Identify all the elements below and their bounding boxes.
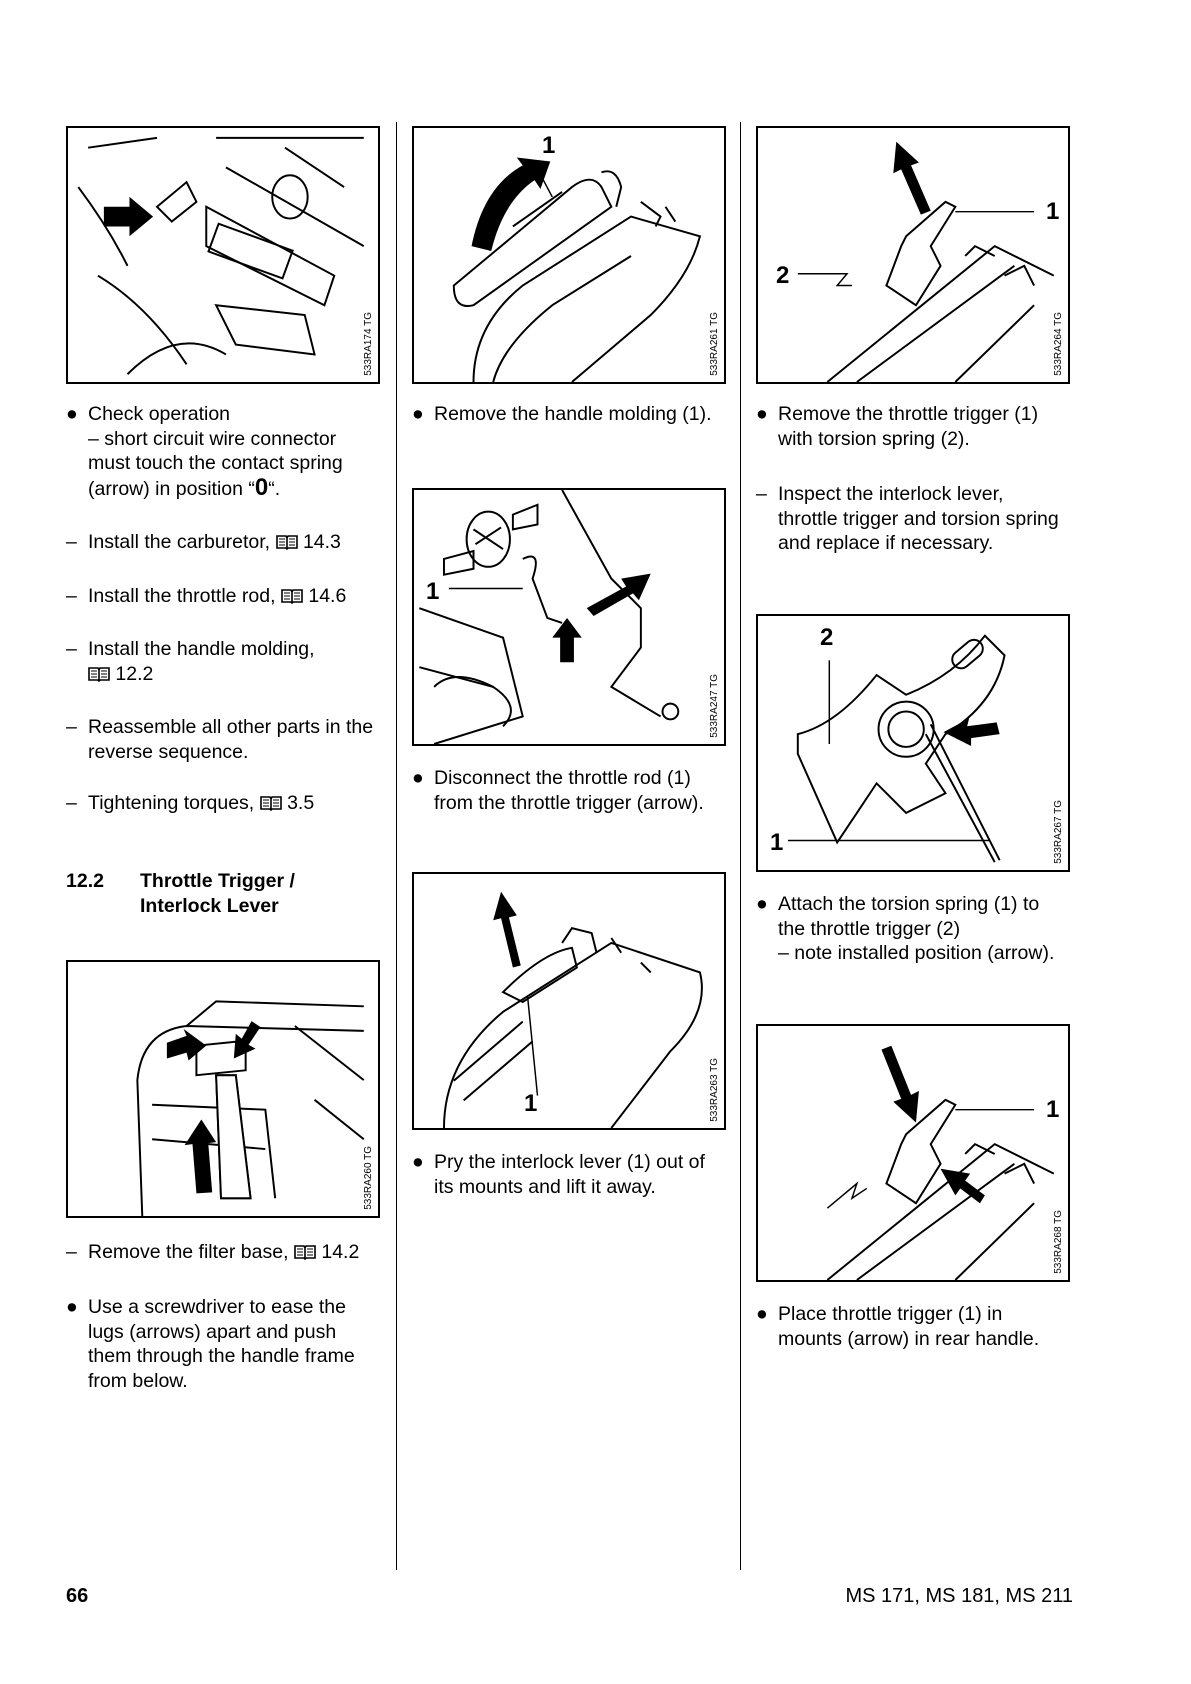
dash-marker: – xyxy=(66,585,77,607)
check-line-4: (arrow) in position “0“. xyxy=(88,473,281,501)
figure-throttle-rod-drawing xyxy=(414,490,724,744)
book-icon xyxy=(294,1244,316,1260)
section-number: 12.2 xyxy=(66,870,104,892)
figure-code: 533RA268 TG xyxy=(1053,1210,1064,1274)
figure-code: 533RA267 TG xyxy=(1053,800,1064,864)
figure-carburetor-drawing xyxy=(68,128,378,382)
bullet-marker: ● xyxy=(66,403,78,425)
remove-filter-base-item: – Remove the filter base, 14.2 xyxy=(66,1241,360,1263)
bullet-marker: ● xyxy=(66,1296,78,1318)
figure-handle-frame-lugs xyxy=(66,960,380,1218)
check-line-2: – short circuit wire connector xyxy=(88,427,337,450)
book-icon xyxy=(276,534,298,550)
figure-handle-frame-drawing xyxy=(68,962,378,1216)
remove-handle-molding-item: ● Remove the handle molding (1). xyxy=(412,403,712,425)
check-line-1: Check operation xyxy=(88,403,231,425)
figure-throttle-trigger-placement-drawing xyxy=(758,1026,1068,1280)
callout-1: 1 xyxy=(770,829,784,856)
position-zero: 0 xyxy=(254,473,269,501)
model-names: MS 171, MS 181, MS 211 xyxy=(845,1585,1073,1607)
figure-code: 533RA263 TG xyxy=(709,1058,720,1122)
dash-marker: – xyxy=(66,531,77,553)
pry-interlock-lever-item: ● Pry the interlock lever (1) out of its mounts and lift it away. xyxy=(412,1151,705,1198)
place-throttle-trigger-item: ● Place throttle trigger (1) in mounts (arrow) in rear handle. xyxy=(756,1303,1040,1350)
install-throttle-rod-item: – Install the throttle rod, 14.6 xyxy=(66,585,347,607)
dash-marker: – xyxy=(756,483,767,505)
bullet-marker: ● xyxy=(412,1151,424,1173)
check-line-3: must touch the contact spring xyxy=(88,452,343,474)
install-handle-molding-item: – Install the handle molding, 12.2 xyxy=(66,638,315,685)
dash-marker: – xyxy=(66,638,77,660)
figure-code: 533RA260 TG xyxy=(363,1146,374,1210)
callout-1: 1 xyxy=(1046,198,1060,225)
dash-marker: – xyxy=(66,792,77,814)
book-icon xyxy=(281,588,303,604)
bullet-marker: ● xyxy=(756,403,768,425)
check-operation-item xyxy=(66,402,408,501)
book-icon xyxy=(260,795,282,811)
bullet-marker: ● xyxy=(756,1303,768,1325)
figure-torsion-spring xyxy=(756,614,1070,872)
screwdriver-item: ● Use a screwdriver to ease the lugs (arrows) apart and push them through the handle frame from below. xyxy=(66,1296,355,1392)
figure-code: 533RA264 TG xyxy=(1053,312,1064,376)
callout-2: 2 xyxy=(776,262,790,289)
reassemble-item: – Reassemble all other parts in the reverse sequence. xyxy=(66,716,374,763)
figure-code: 533RA261 TG xyxy=(709,312,720,376)
figure-handle-molding-drawing xyxy=(414,128,724,382)
figure-handle-molding xyxy=(412,126,726,384)
figure-interlock-lever-drawing xyxy=(414,874,724,1128)
bullet-marker: ● xyxy=(756,893,768,915)
figure-code: 533RA174 TG xyxy=(363,312,374,376)
remove-throttle-trigger-item: ● Remove the throttle trigger (1) with torsion spring (2). xyxy=(756,403,1039,450)
bullet-marker: ● xyxy=(412,403,424,425)
book-icon xyxy=(88,666,110,682)
dash-marker: – xyxy=(66,716,77,738)
figure-throttle-trigger-removal xyxy=(756,126,1070,384)
install-carburetor-item: – Install the carburetor, 14.3 xyxy=(66,531,341,553)
page-number: 66 xyxy=(66,1585,89,1607)
figure-code: 533RA247 TG xyxy=(709,674,720,738)
figure-interlock-lever xyxy=(412,872,726,1130)
callout-1: 1 xyxy=(542,132,556,159)
inspect-parts-item: – Inspect the interlock lever, throttle trigger and torsion spring and replace if necessary. xyxy=(756,483,1059,554)
figure-throttle-rod xyxy=(412,488,726,746)
bullet-marker: ● xyxy=(412,767,424,789)
figure-carburetor-check xyxy=(66,126,380,384)
figure-torsion-spring-drawing xyxy=(758,616,1068,870)
callout-2: 2 xyxy=(820,624,834,651)
callout-1: 1 xyxy=(426,578,440,605)
tightening-torques-item: – Tightening torques, 3.5 xyxy=(66,792,315,814)
callout-1: 1 xyxy=(1046,1096,1060,1123)
attach-torsion-spring-item: ● Attach the torsion spring (1) to the throttle trigger (2) – note installed position (arrow). xyxy=(756,893,1055,964)
figure-throttle-trigger-placement xyxy=(756,1024,1070,1282)
column-divider-2 xyxy=(740,122,741,1570)
callout-1: 1 xyxy=(524,1090,538,1117)
figure-throttle-trigger-drawing xyxy=(758,128,1068,382)
dash-marker: – xyxy=(66,1241,77,1263)
disconnect-throttle-rod-item: ● Disconnect the throttle rod (1) from the throttle trigger (arrow). xyxy=(412,767,704,814)
section-title: Throttle Trigger / Interlock Lever xyxy=(140,870,295,917)
